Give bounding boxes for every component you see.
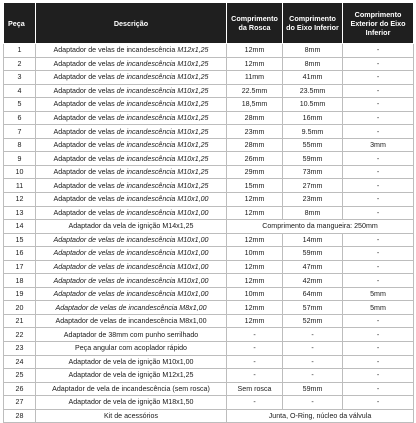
cell-descricao: Adaptador de vela de ignição M12x1,25: [36, 369, 227, 383]
cell-eixo: 64mm: [283, 287, 343, 301]
table-row: [4, 125, 414, 139]
table-row: [4, 138, 414, 152]
cell-rosca: -: [227, 396, 283, 410]
cell-rosca: 12mm: [227, 57, 283, 71]
cell-descricao: [36, 152, 227, 166]
table-row: [4, 409, 414, 423]
cell-exterior: -: [343, 84, 414, 98]
cell-desc-code: de incandescência M10x1,25: [116, 141, 209, 150]
table-row: [4, 369, 414, 383]
cell-exterior: -: [343, 328, 414, 342]
cell-exterior: -: [343, 274, 414, 288]
cell-exterior: -: [343, 396, 414, 410]
cell-descricao: [36, 57, 227, 71]
table-row: [4, 287, 414, 301]
cell-rosca: 12mm: [227, 233, 283, 247]
cell-eixo: 23mm: [283, 193, 343, 207]
cell-span-note: Comprimento da mangueira: 250mm: [227, 220, 414, 234]
cell-desc-code: de incandescência M10x1,00: [116, 195, 209, 204]
cell-descricao: Adaptador de velas de incandescência M8x1,00: [36, 314, 227, 328]
cell-descricao: Peça angular com acoplador rápido: [36, 342, 227, 356]
cell-exterior: -: [343, 179, 414, 193]
cell-rosca: 15mm: [227, 179, 283, 193]
table-row: [4, 220, 414, 234]
cell-desc-code: de incandescência M10x1,25: [116, 73, 209, 82]
cell-descricao: [36, 179, 227, 193]
cell-rosca: 12mm: [227, 314, 283, 328]
header-row: [4, 3, 414, 44]
cell-eixo: 59mm: [283, 382, 343, 396]
cell-desc-code: de incandescência M10x1,25: [116, 59, 209, 68]
cell-exterior: -: [343, 247, 414, 261]
cell-descricao: [36, 98, 227, 112]
cell-desc-code: de incandescência M10x1,25: [116, 168, 209, 177]
cell-rosca: 10mm: [227, 287, 283, 301]
table-row: [4, 396, 414, 410]
cell-descricao: Adaptador de vela de ignição M18x1,50: [36, 396, 227, 410]
cell-peca: 5: [4, 98, 36, 112]
cell-peca: 16: [4, 247, 36, 261]
cell-eixo: -: [283, 396, 343, 410]
cell-desc-text: Adaptador de velas: [53, 141, 117, 150]
cell-rosca: -: [227, 342, 283, 356]
cell-eixo: -: [283, 355, 343, 369]
cell-exterior: -: [343, 314, 414, 328]
cell-exterior: 3mm: [343, 138, 414, 152]
cell-eixo: 47mm: [283, 260, 343, 274]
cell-desc-code: M12x1,25: [177, 46, 209, 55]
header-comp-rosca: Comprimento da Rosca: [227, 3, 283, 44]
cell-eixo: 55mm: [283, 138, 343, 152]
cell-exterior: -: [343, 260, 414, 274]
cell-exterior: -: [343, 233, 414, 247]
cell-descricao: Adaptador de velas de incandescência M10x1,00: [36, 233, 227, 247]
header-comp-exterior: Comprimento Exterior do Eixo Inferior: [343, 3, 414, 44]
cell-peca: 19: [4, 287, 36, 301]
table-row: [4, 328, 414, 342]
cell-peca: 6: [4, 111, 36, 125]
cell-rosca: 10mm: [227, 247, 283, 261]
cell-eixo: -: [283, 342, 343, 356]
cell-eixo: 8mm: [283, 206, 343, 220]
cell-desc-text: Adaptador de velas: [53, 86, 117, 95]
table-row: [4, 342, 414, 356]
table-row: [4, 44, 414, 58]
header-peca: Peça: [4, 3, 36, 44]
cell-rosca: -: [227, 369, 283, 383]
cell-peca: 23: [4, 342, 36, 356]
table-row: [4, 152, 414, 166]
table-row: [4, 233, 414, 247]
table-row: [4, 274, 414, 288]
cell-rosca: 11mm: [227, 71, 283, 85]
cell-exterior: -: [343, 57, 414, 71]
cell-peca: 22: [4, 328, 36, 342]
cell-eixo: 8mm: [283, 57, 343, 71]
cell-eixo: 8mm: [283, 44, 343, 58]
cell-eixo: 42mm: [283, 274, 343, 288]
cell-desc-text: Adaptador de velas: [53, 100, 117, 109]
cell-desc-text: Adaptador de velas: [53, 195, 117, 204]
cell-descricao: [36, 111, 227, 125]
cell-descricao: Adaptador de velas de incandescência M10x1,00: [36, 260, 227, 274]
cell-peca: 27: [4, 396, 36, 410]
cell-peca: 12: [4, 193, 36, 207]
cell-eixo: 23.5mm: [283, 84, 343, 98]
cell-exterior: -: [343, 355, 414, 369]
cell-exterior: -: [343, 369, 414, 383]
cell-peca: 26: [4, 382, 36, 396]
cell-eixo: -: [283, 369, 343, 383]
cell-desc-text: Adaptador de velas: [53, 154, 117, 163]
cell-peca: 28: [4, 409, 36, 423]
cell-desc-code: de incandescência M10x1,25: [116, 100, 209, 109]
cell-peca: 21: [4, 314, 36, 328]
table-row: [4, 247, 414, 261]
cell-exterior: 5mm: [343, 301, 414, 315]
cell-desc-text: Adaptador de velas de incandescência: [53, 46, 178, 55]
cell-rosca: 12mm: [227, 274, 283, 288]
cell-exterior: -: [343, 165, 414, 179]
cell-peca: 25: [4, 369, 36, 383]
cell-rosca: 12mm: [227, 206, 283, 220]
cell-desc-code: de incandescência M10x1,25: [116, 86, 209, 95]
table-row: [4, 111, 414, 125]
cell-eixo: 27mm: [283, 179, 343, 193]
cell-descricao: Adaptador de velas de incandescência M8x1,00: [36, 301, 227, 315]
cell-eixo: 10.5mm: [283, 98, 343, 112]
table-row: [4, 314, 414, 328]
cell-exterior: -: [343, 193, 414, 207]
cell-peca: 7: [4, 125, 36, 139]
cell-exterior: -: [343, 152, 414, 166]
cell-exterior: -: [343, 125, 414, 139]
cell-peca: 18: [4, 274, 36, 288]
cell-eixo: 59mm: [283, 247, 343, 261]
cell-rosca: 12mm: [227, 193, 283, 207]
cell-desc-code: de incandescência M10x1,25: [116, 154, 209, 163]
cell-desc-text: Adaptador de velas: [53, 168, 117, 177]
cell-peca: 3: [4, 71, 36, 85]
cell-exterior: -: [343, 206, 414, 220]
cell-desc-code: de incandescência M10x1,25: [116, 181, 209, 190]
cell-peca: 15: [4, 233, 36, 247]
cell-span-note: Junta, O-Ring, núcleo da válvula: [227, 409, 414, 423]
cell-eixo: 52mm: [283, 314, 343, 328]
cell-desc-code: de incandescência M10x1,25: [116, 114, 209, 122]
cell-descricao: Kit de acessórios: [36, 409, 227, 423]
cell-rosca: 22.5mm: [227, 84, 283, 98]
cell-descricao: [36, 206, 227, 220]
cell-desc-text: Adaptador de velas: [53, 208, 117, 217]
cell-peca: 11: [4, 179, 36, 193]
cell-exterior: -: [343, 44, 414, 58]
cell-rosca: 12mm: [227, 301, 283, 315]
table-row: [4, 301, 414, 315]
cell-eixo: 59mm: [283, 152, 343, 166]
table-row: [4, 260, 414, 274]
cell-rosca: 26mm: [227, 152, 283, 166]
cell-desc-text: Adaptador de velas: [53, 181, 117, 190]
table-row: [4, 71, 414, 85]
cell-peca: 17: [4, 260, 36, 274]
cell-peca: 8: [4, 138, 36, 152]
cell-eixo: -: [283, 328, 343, 342]
cell-desc-text: Adaptador de velas: [53, 127, 117, 136]
cell-exterior: -: [343, 111, 414, 125]
cell-descricao: [36, 138, 227, 152]
cell-eixo: 41mm: [283, 71, 343, 85]
cell-rosca: -: [227, 328, 283, 342]
cell-peca: 14: [4, 220, 36, 234]
cell-desc-text: Adaptador de velas: [53, 73, 117, 82]
table-row: [4, 193, 414, 207]
cell-descricao: [36, 71, 227, 85]
cell-descricao: [36, 125, 227, 139]
cell-rosca: Sem rosca: [227, 382, 283, 396]
cell-eixo: 14mm: [283, 233, 343, 247]
cell-peca: 9: [4, 152, 36, 166]
cell-descricao: [36, 165, 227, 179]
cell-descricao: Adaptador de velas de incandescência M10x1,00: [36, 247, 227, 261]
cell-desc-code: de incandescência M10x1,25: [116, 127, 209, 136]
cell-peca: 10: [4, 165, 36, 179]
cell-rosca: 29mm: [227, 165, 283, 179]
cell-exterior: 5mm: [343, 287, 414, 301]
cell-eixo: 73mm: [283, 165, 343, 179]
table-row: [4, 84, 414, 98]
cell-rosca: -: [227, 355, 283, 369]
parts-table: [3, 2, 414, 423]
cell-exterior: -: [343, 71, 414, 85]
table-row: [4, 355, 414, 369]
cell-descricao: [36, 44, 227, 58]
table-row: [4, 382, 414, 396]
cell-exterior: -: [343, 382, 414, 396]
cell-desc-text: Adaptador de velas: [53, 114, 117, 122]
cell-peca: 20: [4, 301, 36, 315]
table-row: [4, 206, 414, 220]
cell-peca: 24: [4, 355, 36, 369]
cell-descricao: Adaptador de vela de ignição M10x1,00: [36, 355, 227, 369]
cell-desc-text: Adaptador de velas: [53, 59, 117, 68]
cell-descricao: Adaptador da vela de ignição M14x1,25: [36, 220, 227, 234]
cell-rosca: 23mm: [227, 125, 283, 139]
cell-descricao: [36, 193, 227, 207]
cell-peca: 1: [4, 44, 36, 58]
cell-exterior: -: [343, 98, 414, 112]
cell-desc-code: de incandescência M10x1,00: [116, 208, 209, 217]
cell-descricao: Adaptador de vela de incandescência (sem rosca): [36, 382, 227, 396]
cell-peca: 4: [4, 84, 36, 98]
cell-exterior: -: [343, 342, 414, 356]
cell-descricao: Adaptador de 38mm com punho serrilhado: [36, 328, 227, 342]
cell-peca: 13: [4, 206, 36, 220]
cell-peca: 2: [4, 57, 36, 71]
cell-descricao: Adaptador de velas de incandescência M10x1,00: [36, 274, 227, 288]
table-row: [4, 179, 414, 193]
cell-eixo: 9.5mm: [283, 125, 343, 139]
cell-descricao: Adaptador de velas de incandescência M10x1,00: [36, 287, 227, 301]
cell-eixo: 16mm: [283, 111, 343, 125]
cell-descricao: [36, 84, 227, 98]
cell-rosca: 18,5mm: [227, 98, 283, 112]
header-comp-eixo: Comprimento do Eixo Inferior: [283, 3, 343, 44]
table-row: [4, 165, 414, 179]
cell-rosca: 12mm: [227, 260, 283, 274]
table-row: [4, 57, 414, 71]
cell-eixo: 57mm: [283, 301, 343, 315]
cell-rosca: 12mm: [227, 44, 283, 58]
cell-rosca: 28mm: [227, 111, 283, 125]
cell-rosca: 28mm: [227, 138, 283, 152]
table-row: [4, 98, 414, 112]
header-descricao: Descrição: [36, 3, 227, 44]
